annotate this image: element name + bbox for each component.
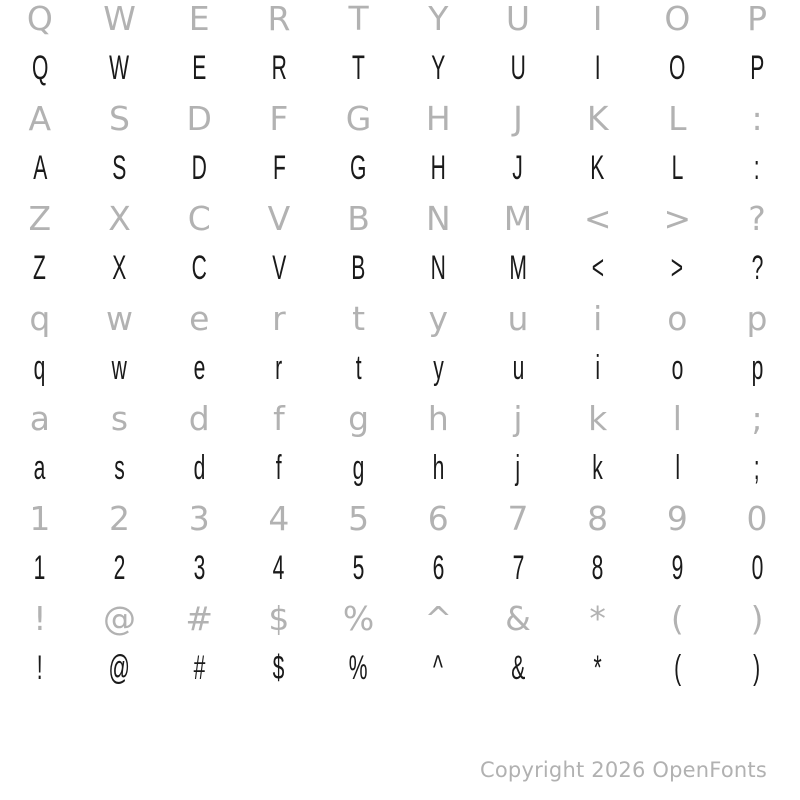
glyph: J (512, 148, 524, 187)
glyph-cell (80, 593, 160, 643)
glyph-cell (478, 543, 558, 593)
glyph-cell (159, 193, 239, 243)
glyph: ; (754, 448, 760, 487)
glyph: e (193, 348, 206, 387)
glyph-cell (638, 643, 718, 693)
glyph: I (592, 0, 603, 38)
glyph-cell (478, 493, 558, 543)
glyph-cell (558, 443, 638, 493)
glyph: q (33, 348, 46, 387)
glyph-cell (0, 193, 80, 243)
glyph: E (192, 48, 207, 87)
glyph-cell (239, 343, 319, 393)
glyph: y (433, 348, 444, 387)
glyph-cell (558, 93, 638, 143)
glyph: r (275, 348, 283, 387)
glyph-cell (159, 643, 239, 693)
glyph-cell (558, 0, 638, 43)
glyph: T (352, 48, 366, 87)
glyph-row-reference-3 (0, 293, 797, 343)
glyph: < (583, 198, 612, 238)
glyph: l (674, 448, 680, 487)
glyph-cell (80, 143, 160, 193)
glyph-cell (478, 143, 558, 193)
glyph: ) (750, 598, 764, 638)
glyph-cell (717, 343, 797, 393)
glyph-cell (319, 393, 399, 443)
glyph-cell (239, 593, 319, 643)
glyph: S (112, 148, 127, 187)
glyph: j (515, 448, 521, 487)
glyph: P (749, 48, 765, 87)
glyph-cell (0, 543, 80, 593)
glyph: u (507, 298, 529, 338)
glyph-cell (558, 393, 638, 443)
glyph: @ (108, 648, 131, 687)
glyph: W (103, 0, 136, 38)
glyph: W (109, 48, 130, 87)
glyph-cell (558, 243, 638, 293)
glyph: Y (428, 0, 449, 38)
glyph: O (669, 48, 686, 87)
glyph: k (592, 448, 603, 487)
glyph: f (275, 448, 282, 487)
glyph-row-preview-5 (0, 543, 797, 593)
glyph-cell (717, 193, 797, 243)
glyph-cell (159, 293, 239, 343)
glyph-cell (638, 493, 718, 543)
glyph-cell (478, 193, 558, 243)
glyph-cell (319, 443, 399, 493)
glyph: 8 (591, 548, 604, 587)
glyph: j (513, 398, 523, 438)
glyph: s (114, 448, 125, 487)
glyph-cell (80, 0, 160, 43)
glyph-cell (319, 343, 399, 393)
glyph: V (267, 198, 291, 238)
glyph-cell (478, 293, 558, 343)
glyph: X (112, 248, 127, 287)
glyph-cell (717, 293, 797, 343)
glyph-cell (478, 343, 558, 393)
glyph-cell (398, 0, 478, 43)
glyph-cell (638, 93, 718, 143)
glyph: # (185, 598, 214, 638)
glyph: # (193, 648, 206, 687)
glyph: D (191, 148, 207, 187)
glyph-cell (638, 0, 718, 43)
glyph: d (193, 448, 206, 487)
glyph: A (28, 98, 52, 138)
glyph-cell (80, 643, 160, 693)
glyph-cell (638, 543, 718, 593)
glyph-cell (239, 543, 319, 593)
glyph: 5 (352, 548, 365, 587)
glyph-cell (80, 293, 160, 343)
glyph: H (425, 98, 451, 138)
glyph-cell (80, 443, 160, 493)
glyph-cell (239, 0, 319, 43)
glyph: 9 (666, 498, 688, 538)
glyph: < (591, 248, 604, 287)
glyph-cell (319, 543, 399, 593)
glyph-cell (319, 593, 399, 643)
glyph: 1 (29, 498, 51, 538)
glyph-row-preview-3 (0, 343, 797, 393)
glyph-cell (239, 93, 319, 143)
glyph: I (594, 48, 601, 87)
glyph: C (187, 198, 211, 238)
glyph-cell (478, 643, 558, 693)
glyph-cell (0, 443, 80, 493)
glyph: w (106, 298, 134, 338)
glyph-row-reference-2 (0, 193, 797, 243)
glyph: ^ (424, 598, 453, 638)
glyph-cell (558, 343, 638, 393)
glyph: D (186, 98, 212, 138)
glyph: l (672, 398, 682, 438)
glyph: ^ (433, 648, 444, 687)
glyph: e (189, 298, 210, 338)
glyph: $ (268, 598, 290, 638)
glyph: % (349, 648, 368, 687)
glyph-cell (239, 293, 319, 343)
glyph: H (430, 148, 446, 187)
glyph: p (751, 348, 763, 387)
glyph: K (586, 98, 609, 138)
glyph: 4 (268, 498, 290, 538)
glyph-cell (0, 243, 80, 293)
glyph-cell (239, 493, 319, 543)
glyph-cell (0, 493, 80, 543)
glyph-cell (0, 293, 80, 343)
glyph-cell (0, 343, 80, 393)
glyph: > (663, 198, 692, 238)
glyph-cell (398, 93, 478, 143)
glyph: B (347, 198, 370, 238)
glyph-cell (319, 293, 399, 343)
glyph: r (272, 298, 286, 338)
glyph-cell (638, 243, 718, 293)
glyph-cell (398, 293, 478, 343)
glyph-cell (398, 643, 478, 693)
glyph: N (430, 248, 446, 287)
glyph: E (188, 0, 210, 38)
glyph-cell (717, 443, 797, 493)
glyph: T (348, 0, 369, 38)
glyph-cell (638, 443, 718, 493)
glyph-cell (398, 193, 478, 243)
glyph-cell (319, 643, 399, 693)
glyph: M (509, 248, 527, 287)
glyph-cell (0, 593, 80, 643)
glyph: : (754, 148, 760, 187)
glyph: 5 (348, 498, 370, 538)
glyph: L (668, 98, 687, 138)
glyph: d (188, 398, 210, 438)
glyph-cell (398, 493, 478, 543)
glyph: B (351, 248, 366, 287)
glyph-cell (319, 93, 399, 143)
glyph-cell (239, 443, 319, 493)
glyph-cell (717, 143, 797, 193)
glyph-cell (478, 0, 558, 43)
glyph-cell (638, 293, 718, 343)
glyph-cell (558, 143, 638, 193)
glyph: U (510, 48, 526, 87)
glyph: Q (31, 48, 49, 87)
glyph-row-reference-5 (0, 493, 797, 543)
glyph-cell (80, 93, 160, 143)
glyph-cell (80, 193, 160, 243)
glyph-cell (239, 243, 319, 293)
glyph-cell (638, 143, 718, 193)
glyph-cell (398, 543, 478, 593)
glyph: w (111, 348, 128, 387)
glyph-cell (478, 393, 558, 443)
glyph-cell (717, 543, 797, 593)
glyph: ) (753, 648, 761, 687)
glyph: 0 (751, 548, 763, 587)
glyph: O (664, 0, 691, 38)
glyph-cell (638, 593, 718, 643)
glyph-cell (159, 243, 239, 293)
glyph: ; (751, 398, 763, 438)
glyph: : (751, 98, 763, 138)
glyph: 4 (273, 548, 285, 587)
copyright-text: Copyright 2026 OpenFonts (480, 758, 767, 782)
glyph: o (667, 298, 688, 338)
glyph-cell (717, 93, 797, 143)
glyph: t (352, 298, 366, 338)
glyph-row-reference-1 (0, 93, 797, 143)
glyph: M (503, 198, 533, 238)
glyph-cell (0, 643, 80, 693)
glyph-row-preview-0 (0, 43, 797, 93)
glyph-cell (558, 593, 638, 643)
glyph: f (273, 398, 285, 438)
glyph: g (352, 448, 365, 487)
glyph-cell (319, 143, 399, 193)
glyph: G (350, 148, 367, 187)
glyph-cell (398, 393, 478, 443)
glyph: o (671, 348, 684, 387)
glyph-cell (558, 43, 638, 93)
glyph: ( (673, 648, 681, 687)
glyph-cell (159, 393, 239, 443)
glyph-row-reference-0 (0, 0, 797, 43)
glyph: 3 (188, 498, 210, 538)
glyph: C (191, 248, 207, 287)
glyph-cell (159, 0, 239, 43)
glyph: y (428, 298, 449, 338)
glyph-row-preview-2 (0, 243, 797, 293)
glyph-cell (159, 143, 239, 193)
glyph: h (427, 398, 449, 438)
glyph-cell (80, 393, 160, 443)
glyph-cell (398, 443, 478, 493)
glyph: 7 (507, 498, 529, 538)
glyph: t (355, 348, 362, 387)
glyph-cell (80, 343, 160, 393)
glyph-cell (239, 393, 319, 443)
glyph: i (595, 348, 601, 387)
glyph: & (510, 648, 526, 687)
glyph-cell (638, 193, 718, 243)
glyph: V (271, 248, 286, 287)
glyph: p (746, 298, 768, 338)
glyph-row-preview-1 (0, 143, 797, 193)
glyph: Y (431, 48, 446, 87)
glyph: F (272, 148, 286, 187)
glyph-cell (319, 0, 399, 43)
glyph-cell (0, 43, 80, 93)
glyph: R (267, 0, 291, 38)
glyph-cell (638, 43, 718, 93)
glyph: u (512, 348, 524, 387)
glyph: K (590, 148, 605, 187)
glyph-row-reference-4 (0, 393, 797, 443)
glyph-cell (558, 193, 638, 243)
glyph: ! (36, 648, 43, 687)
glyph-cell (717, 243, 797, 293)
glyph-cell (159, 343, 239, 393)
glyph-cell (80, 243, 160, 293)
glyph: 8 (587, 498, 609, 538)
glyph-cell (80, 493, 160, 543)
glyph-cell (0, 93, 80, 143)
glyph: L (671, 148, 684, 187)
glyph-row-preview-6 (0, 643, 797, 693)
glyph-cell (0, 0, 80, 43)
glyph: @ (103, 598, 137, 638)
glyph: h (432, 448, 445, 487)
glyph: F (269, 98, 289, 138)
glyph-row-reference-6 (0, 593, 797, 643)
glyph: a (29, 398, 50, 438)
glyph: 6 (432, 548, 445, 587)
glyph: 3 (193, 548, 206, 587)
glyph-cell (159, 443, 239, 493)
glyph: ( (670, 598, 684, 638)
glyph: ? (748, 198, 766, 238)
glyph: Q (26, 0, 53, 38)
glyph: i (593, 298, 603, 338)
glyph: R (271, 48, 287, 87)
glyph: % (342, 598, 375, 638)
glyph: Z (28, 198, 52, 238)
glyph: 2 (113, 548, 126, 587)
glyph-cell (239, 143, 319, 193)
glyph: > (671, 248, 684, 287)
glyph: J (513, 98, 523, 138)
glyph-cell (319, 493, 399, 543)
glyph-cell (159, 543, 239, 593)
glyph-cell (80, 543, 160, 593)
glyph-cell (478, 93, 558, 143)
glyph: S (109, 98, 130, 138)
glyph-cell (717, 43, 797, 93)
glyph-cell (319, 43, 399, 93)
glyph: 2 (109, 498, 131, 538)
glyph: A (32, 148, 47, 187)
glyph-cell (717, 493, 797, 543)
glyph-cell (319, 243, 399, 293)
glyph: 1 (33, 548, 46, 587)
glyph-cell (159, 493, 239, 543)
glyph-cell (398, 243, 478, 293)
glyph-cell (159, 93, 239, 143)
glyph: 0 (746, 498, 768, 538)
glyph-cell (239, 193, 319, 243)
glyph: & (505, 598, 531, 638)
glyph: N (425, 198, 451, 238)
glyph-cell (159, 43, 239, 93)
glyph: a (33, 448, 46, 487)
glyph-cell (398, 593, 478, 643)
glyph: $ (273, 648, 285, 687)
glyph-cell (558, 543, 638, 593)
glyph-cell (80, 43, 160, 93)
glyph-cell (159, 593, 239, 643)
glyph-cell (638, 343, 718, 393)
glyph: ? (751, 248, 763, 287)
glyph-cell (478, 443, 558, 493)
glyph-cell (319, 193, 399, 243)
glyph-cell (0, 143, 80, 193)
glyph-cell (398, 343, 478, 393)
glyph-cell (239, 643, 319, 693)
glyph: s (110, 398, 129, 438)
glyph: g (348, 398, 370, 438)
glyph: 9 (671, 548, 684, 587)
glyph-cell (478, 243, 558, 293)
glyph-cell (638, 393, 718, 443)
glyph-cell (558, 293, 638, 343)
glyph-cell (478, 593, 558, 643)
glyph-cell (398, 143, 478, 193)
glyph: k (588, 398, 608, 438)
glyph: * (593, 648, 602, 687)
glyph: * (589, 598, 606, 638)
glyph: q (29, 298, 51, 338)
glyph-cell (717, 643, 797, 693)
glyph: X (108, 198, 131, 238)
glyph-row-preview-4 (0, 443, 797, 493)
glyph-cell (717, 393, 797, 443)
glyph: 7 (512, 548, 524, 587)
glyph-cell (239, 43, 319, 93)
glyph: G (345, 98, 372, 138)
glyph-cell (558, 493, 638, 543)
glyph: P (747, 0, 767, 38)
glyph-cell (558, 643, 638, 693)
glyph-cell (398, 43, 478, 93)
glyph-cell (717, 0, 797, 43)
glyph-cell (0, 393, 80, 443)
glyph: 6 (427, 498, 449, 538)
glyph-cell (478, 43, 558, 93)
glyph-cell (717, 593, 797, 643)
glyph: ! (33, 598, 47, 638)
glyph: Z (33, 248, 47, 287)
glyph: U (505, 0, 531, 38)
